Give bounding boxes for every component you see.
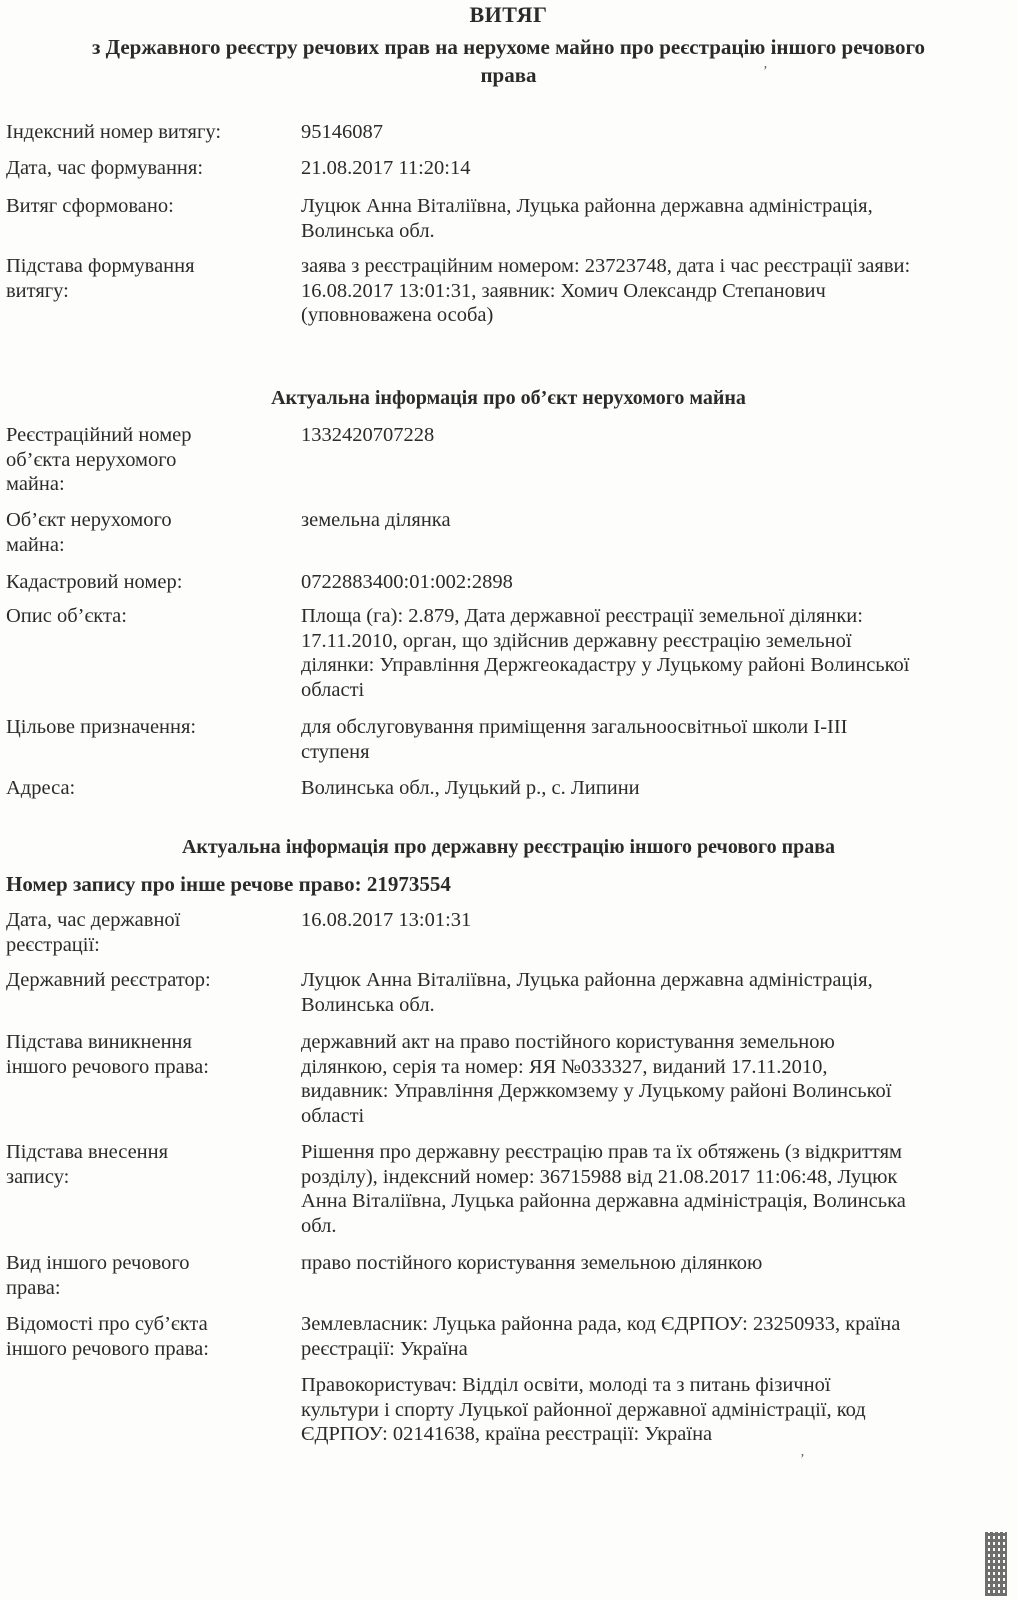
field-label: Дата, час формування: — [6, 157, 204, 179]
field-value: Рішення про державну реєстрацію прав та їх обтяжень (з відкриттям розділу), індексний номер: 36715988 від 21.08.2017 11:06:48, Луцюк Анна Віталіївна, Луцька районна державна адміністрація, Волинська обл. — [301, 1141, 906, 1237]
field-label: Підстава формування витягу: — [6, 255, 195, 302]
record-number-label: Номер запису про інше речове право: — [6, 872, 362, 896]
field-label: Вид іншого речового права: — [6, 1252, 190, 1299]
field-value: 0722883400:01:002:2898 — [301, 571, 513, 593]
field-value: Площа (га): 2.879, Дата державної реєстрації земельної ділянки: 17.11.2010, орган, що здійснив державну реєстрацію земельної ділянки: Управління Держгеокадастру у Луцькому районі Волинської області — [301, 605, 910, 701]
field-label: Підстава виникнення іншого речового права: — [6, 1031, 209, 1078]
field-value: Луцюк Анна Віталіївна, Луцька районна державна адміністрація, Волинська обл. — [301, 969, 873, 1016]
field-label: Підстава внесення запису: — [6, 1141, 169, 1188]
field-value: 16.08.2017 13:01:31 — [301, 909, 472, 931]
field-label: Державний реєстратор: — [6, 969, 211, 991]
document-subtitle-line2: права — [480, 63, 537, 87]
ink-mark-icon: ʼ — [800, 1452, 805, 1467]
field-label: Адреса: — [6, 777, 76, 799]
field-value: земельна ділянка — [301, 509, 451, 531]
field-value: право постійного користування земельною ділянкою — [301, 1252, 763, 1274]
field-value: Правокористувач: Відділ освіти, молоді та з питань фізичної культури і спорту Луцької районної державної адміністрації, код ЄДРПОУ: 02141638, країна реєстрації: Україна — [301, 1374, 866, 1445]
field-label: Індексний номер витягу: — [6, 121, 222, 143]
field-value: заява з реєстраційним номером: 23723748, дата і час реєстрації заяви: 16.08.2017 13:01:31, заявник: Хомич Олександр Степанович (уповноважена особа) — [301, 255, 911, 326]
section-heading-right: Актуальна інформація про державну реєстрацію іншого речового права — [181, 836, 836, 858]
section-heading-property: Актуальна інформація про об’єкт нерухомого майна — [271, 387, 746, 409]
field-value: 95146087 — [301, 121, 383, 143]
field-value: Волинська обл., Луцький р., с. Липини — [301, 777, 640, 799]
field-label: Дата, час державної реєстрації: — [6, 909, 181, 956]
field-label: Цільове призначення: — [6, 716, 197, 738]
ink-mark-icon: ʼ — [763, 64, 768, 79]
field-label: Відомості про суб’єкта іншого речового права: — [6, 1313, 209, 1360]
field-value: 1332420707228 — [301, 424, 435, 446]
qr-code-icon — [985, 1532, 1007, 1596]
field-value: для обслуговування приміщення загальноосвітньої школи I-III ступеня — [301, 716, 848, 763]
field-label: Кадастровий номер: — [6, 571, 183, 593]
field-value: державний акт на право постійного користування земельною ділянкою, серія та номер: ЯЯ №033327, виданий 17.11.2010, видавник: Управління Держкомзему у Луцькому районі Волинської області — [301, 1031, 892, 1127]
document-title: ВИТЯГ — [469, 2, 548, 27]
record-number-line — [6, 872, 451, 897]
field-value: 21.08.2017 11:20:14 — [301, 157, 471, 179]
field-label: Реєстраційний номер об’єкта нерухомого майна: — [6, 424, 192, 495]
field-value: Землевласник: Луцька районна рада, код ЄДРПОУ: 23250933, країна реєстрації: Україна — [301, 1313, 901, 1360]
document-subtitle-line1: з Державного реєстру речових прав на нерухоме майно про реєстрацію іншого речового — [91, 35, 926, 59]
field-label: Об’єкт нерухомого майна: — [6, 509, 172, 556]
field-value: Луцюк Анна Віталіївна, Луцька районна державна адміністрація, Волинська обл. — [301, 195, 873, 242]
record-number-value: 21973554 — [366, 872, 451, 896]
field-label: Витяг сформовано: — [6, 195, 174, 217]
field-label: Опис об’єкта: — [6, 605, 127, 627]
